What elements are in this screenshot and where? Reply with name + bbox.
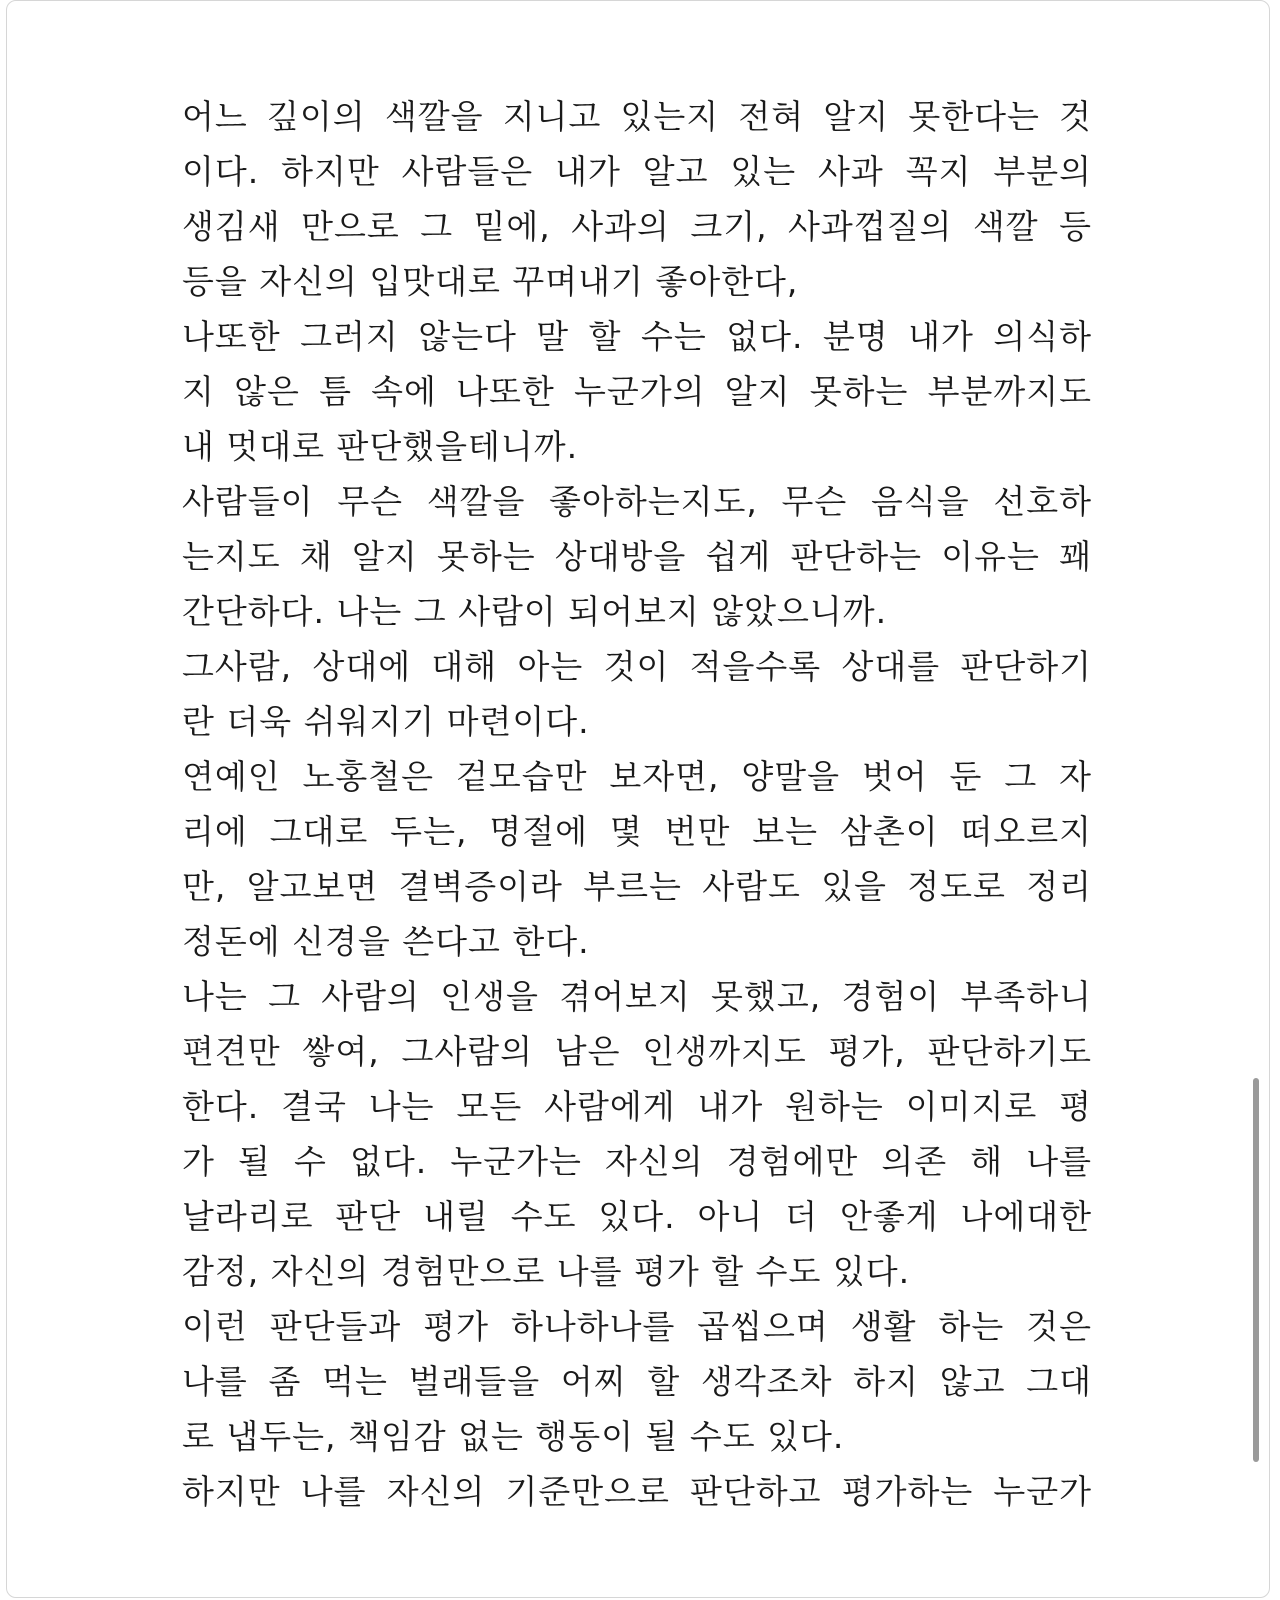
text-line: 나또한 그러지 않는다 말 할 수는 없다. 분명 내가 의식하 xyxy=(182,317,1092,356)
text-line: 이다. 하지만 사람들은 내가 알고 있는 사과 꼭지 부분의 xyxy=(182,152,1092,191)
text-line: 날라리로 판단 내릴 수도 있다. 아니 더 안좋게 나에대한 xyxy=(182,1197,1092,1236)
text-line: 만, 알고보면 결벽증이라 부르는 사람도 있을 정도로 정리 xyxy=(182,867,1092,906)
text-line: 편견만 쌓여, 그사람의 남은 인생까지도 평가, 판단하기도 xyxy=(182,1032,1092,1071)
text-line: 로 냅두는, 책임감 없는 행동이 될 수도 있다. xyxy=(182,1417,845,1456)
text-line: 사람들이 무슨 색깔을 좋아하는지도, 무슨 음식을 선호하 xyxy=(182,482,1092,521)
text-line: 나를 좀 먹는 벌래들을 어찌 할 생각조차 하지 않고 그대 xyxy=(182,1362,1092,1401)
text-line: 리에 그대로 두는, 명절에 몇 번만 보는 삼촌이 떠오르지 xyxy=(182,812,1092,851)
text-line: 정돈에 신경을 쓴다고 한다. xyxy=(182,922,590,961)
text-line: 이런 판단들과 평가 하나하나를 곱씹으며 생활 하는 것은 xyxy=(182,1307,1092,1346)
vertical-scrollbar[interactable] xyxy=(1260,0,1270,1600)
text-line: 등을 자신의 입맛대로 꾸며내기 좋아한다, xyxy=(182,262,799,301)
document-body xyxy=(182,89,1092,1519)
text-line: 간단하다. 나는 그 사람이 되어보지 않았으니까. xyxy=(182,592,888,631)
text-line: 지 않은 틈 속에 나또한 누군가의 알지 못하는 부분까지도 xyxy=(182,372,1092,411)
text-line: 어느 깊이의 색깔을 지니고 있는지 전혀 알지 못한다는 것 xyxy=(182,97,1092,136)
scrollbar-thumb[interactable] xyxy=(1253,1078,1259,1462)
text-line: 생김새 만으로 그 밑에, 사과의 크기, 사과껍질의 색깔 등 xyxy=(182,207,1092,246)
text-line: 감정, 자신의 경험만으로 나를 평가 할 수도 있다. xyxy=(182,1252,911,1291)
text-line: 는지도 채 알지 못하는 상대방을 쉽게 판단하는 이유는 꽤 xyxy=(182,537,1092,576)
text-line: 나는 그 사람의 인생을 겪어보지 못했고, 경험이 부족하니 xyxy=(182,977,1092,1016)
text-line: 하지만 나를 자신의 기준만으로 판단하고 평가하는 누군가 xyxy=(182,1472,1092,1511)
text-line: 내 멋대로 판단했을테니까. xyxy=(182,427,579,466)
text-line: 연예인 노홍철은 겉모습만 보자면, 양말을 벗어 둔 그 자 xyxy=(182,757,1092,796)
text-line: 그사람, 상대에 대해 아는 것이 적을수록 상대를 판단하기 xyxy=(182,647,1092,686)
text-line: 가 될 수 없다. 누군가는 자신의 경험에만 의존 해 나를 xyxy=(182,1142,1092,1181)
text-line: 한다. 결국 나는 모든 사람에게 내가 원하는 이미지로 평 xyxy=(182,1087,1092,1126)
text-line: 란 더욱 쉬워지기 마련이다. xyxy=(182,702,590,741)
